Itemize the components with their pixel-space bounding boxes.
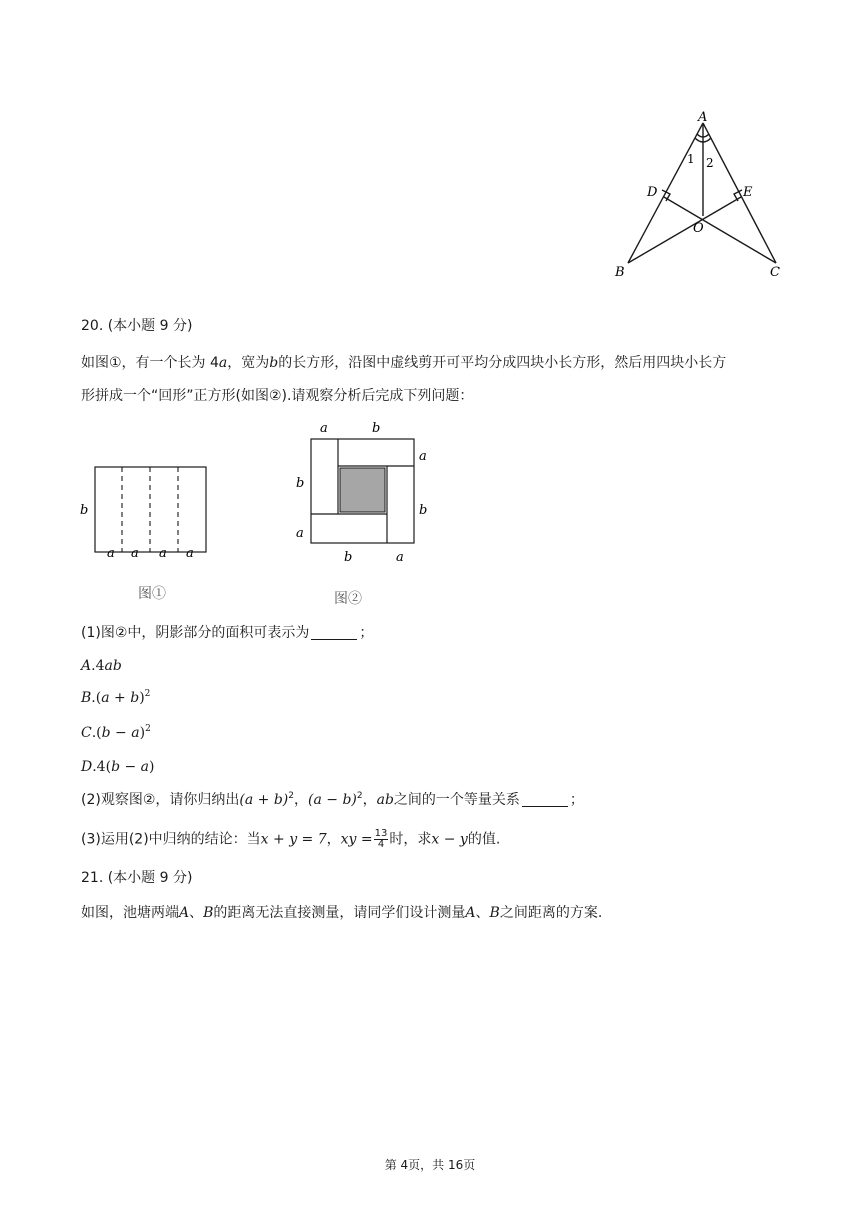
- vertex-d-label: D: [647, 185, 658, 200]
- figure-2: [288, 415, 438, 610]
- q21-header: 21. (本小题 9 分): [81, 870, 193, 886]
- q20-header: 20. (本小题 9 分): [81, 318, 193, 334]
- q20-intro-line1: 如图①，有一个长为 4a，宽为b的长方形，沿图中虚线剪开可平均分成四块小长方形，然后用四块小长方: [81, 355, 727, 371]
- q20-part1: (1)图②中，阴影部分的面积可表示为 ；: [81, 625, 374, 641]
- fig2-left-a: a: [296, 526, 304, 541]
- vertex-o-label: O: [693, 221, 704, 236]
- answer-blank-2: [522, 792, 568, 807]
- option-d: D.4(b − a): [81, 759, 155, 775]
- figure-1: [70, 455, 230, 610]
- fig1-bottom-a-3: a: [159, 546, 167, 561]
- fig2-left-b: b: [296, 476, 305, 491]
- angle-2-label: 2: [706, 156, 714, 170]
- fig2-right-b: b: [419, 503, 428, 518]
- fig2-caption: 图②: [334, 591, 362, 607]
- fig2-bottom-b: b: [344, 550, 353, 565]
- fig1-caption: 图①: [138, 586, 166, 602]
- q20-part2: (2)观察图②，请你归纳出$(a + b)^2$，$(a - b)^2$，ab之间的一个等量关系 ；: [81, 791, 584, 808]
- fig1-bottom-a-2: a: [131, 546, 139, 561]
- page-footer: 第 4页，共 16页: [384, 1158, 476, 1172]
- fig1-bottom-a-1: a: [107, 546, 115, 561]
- q20-part3: (3)运用(2)中归纳的结论：当x + y = 7，xy = $\frac{13}{4}$ 时，求x − y的值.: [81, 828, 501, 850]
- angle-1-label: 1: [687, 152, 695, 166]
- fig2-bottom-a: a: [396, 550, 404, 565]
- vertex-c-label: C: [770, 265, 780, 280]
- vertex-a-label: A: [698, 110, 708, 125]
- fig2-top-b: b: [372, 421, 381, 436]
- answer-blank-1: [311, 625, 357, 640]
- fraction-13-4: $\frac{13}{4}$: [374, 828, 388, 850]
- fig1-side-b: b: [80, 503, 89, 518]
- fig1-bottom-a-4: a: [186, 546, 194, 561]
- option-a: A.4ab: [81, 658, 122, 674]
- q21-text: 如图，池塘两端A、B的距离无法直接测量，请同学们设计测量A、B之间距离的方案.: [81, 905, 603, 921]
- vertex-e-label: E: [743, 185, 753, 200]
- fig2-top-a: a: [320, 421, 328, 436]
- vertex-b-label: B: [615, 265, 625, 280]
- triangle-figure: [600, 100, 800, 285]
- fig2-right-a: a: [419, 449, 427, 464]
- option-c: $C.(b - a)^2$: [81, 724, 151, 741]
- q20-intro-line2: 形拼成一个“回形”正方形(如图②).请观察分析后完成下列问题：: [81, 388, 474, 404]
- option-b: $B.(a + b)^2$: [81, 689, 151, 706]
